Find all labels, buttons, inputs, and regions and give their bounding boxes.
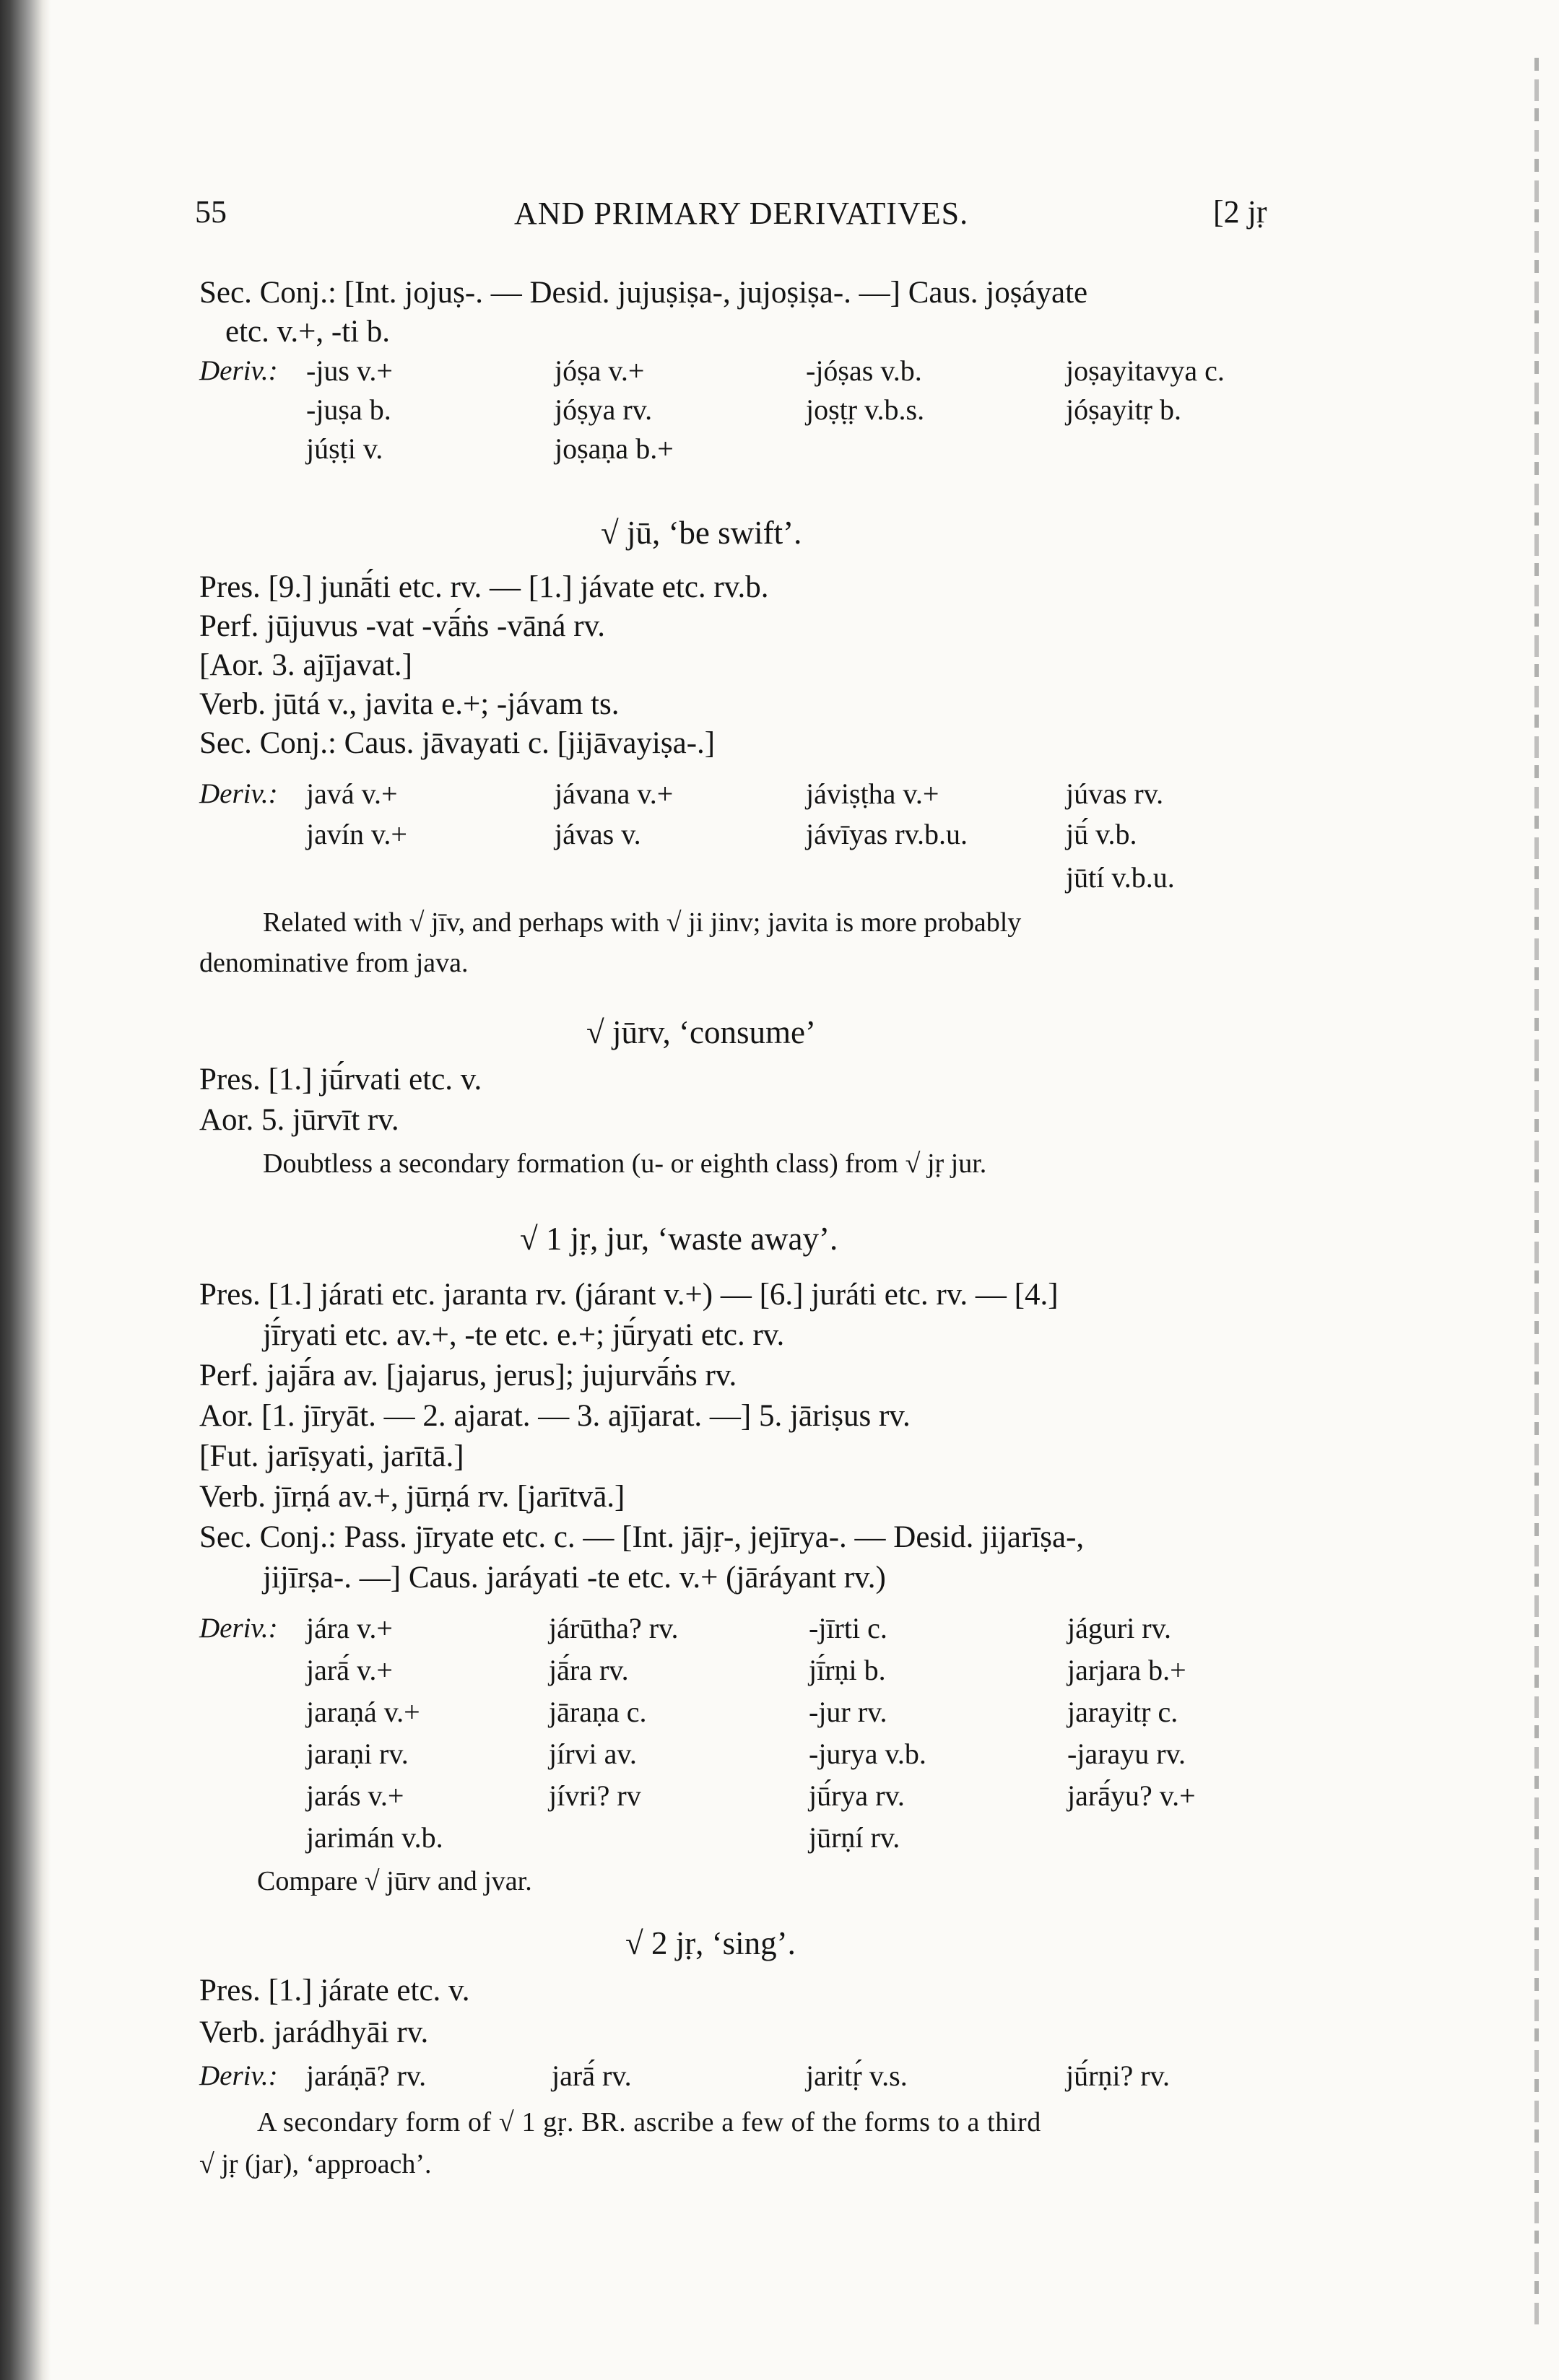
deriv-cell: júvas rv. bbox=[1066, 777, 1164, 810]
deriv-cell: jūtí v.b.u. bbox=[1066, 861, 1175, 894]
deriv-cell: jóṣya rv. bbox=[555, 393, 653, 426]
deriv-label: Deriv.: bbox=[199, 1613, 278, 1644]
root-heading-jurv: √ jūrv, ‘consume’ bbox=[586, 1014, 816, 1050]
deriv-cell: -jur rv. bbox=[809, 1696, 887, 1728]
deriv-cell: jávīyas rv.b.u. bbox=[806, 818, 968, 850]
deriv-cell: jáviṣṭha v.+ bbox=[806, 777, 939, 810]
note-line: A secondary form of √ 1 gṛ. BR. ascribe a few of the forms to a third bbox=[257, 2107, 1041, 2137]
entry-line: Sec. Conj.: Pass. jīryate etc. c. — [Int. jājṛ-, jejīrya-. — Desid. jijarīṣa-, bbox=[199, 1520, 1085, 1554]
entry-line: Pres. [9.] junā́ti etc. rv. — [1.] jávate etc. rv.b. bbox=[199, 570, 769, 604]
deriv-cell: jarimán v.b. bbox=[306, 1821, 443, 1854]
entry-line: Verb. jarádhyāi rv. bbox=[199, 2015, 429, 2049]
deriv-cell: javín v.+ bbox=[306, 818, 407, 850]
entry-line: Pres. [1.] jū́rvati etc. v. bbox=[199, 1063, 482, 1097]
deriv-cell: jírvi av. bbox=[549, 1738, 637, 1770]
entry-line: Aor. [1. jīryāt. — 2. ajarat. — 3. ajījarat. —] 5. jāriṣus rv. bbox=[199, 1399, 911, 1433]
deriv-label: Deriv.: bbox=[199, 778, 278, 809]
entry-line: jī́ryati etc. av.+, -te etc. e.+; jū́ryati etc. rv. bbox=[263, 1318, 785, 1352]
entry-line: Perf. jūjuvus -vat -vā́ṅs -vāná rv. bbox=[199, 609, 606, 643]
note-line: Compare √ jūrv and jvar. bbox=[257, 1866, 532, 1896]
deriv-cell: jaritṛ́ v.s. bbox=[806, 2059, 908, 2092]
entry-line: Aor. 5. jūrvīt rv. bbox=[199, 1103, 399, 1137]
deriv-label: Deriv.: bbox=[199, 2060, 278, 2091]
root-heading-2jr: √ 2 jṛ, ‘sing’. bbox=[625, 1925, 796, 1961]
deriv-cell: jáguri rv. bbox=[1067, 1612, 1172, 1644]
deriv-cell: jarás v.+ bbox=[306, 1779, 404, 1812]
entry-line: Pres. [1.] járati etc. jaranta rv. (járant v.+) — [6.] juráti etc. rv. — [4.] bbox=[199, 1278, 1059, 1312]
note-line: denominative from java. bbox=[199, 948, 469, 978]
deriv-cell: jū́rṇi? rv. bbox=[1066, 2059, 1171, 2092]
deriv-cell: jaráṇā? rv. bbox=[306, 2059, 427, 2092]
entry-line: Sec. Conj.: Caus. jāvayati c. [jijāvayiṣa-.] bbox=[199, 726, 716, 760]
deriv-cell: javá v.+ bbox=[306, 777, 398, 810]
deriv-cell: jāraṇa c. bbox=[549, 1696, 647, 1728]
deriv-cell: -jóṣas v.b. bbox=[806, 354, 922, 387]
root-heading-ju: √ jū, ‘be swift’. bbox=[601, 515, 802, 551]
entry-line: Perf. jajā́ra av. [jajarus, jerus]; jujurvā́ṅs rv. bbox=[199, 1359, 737, 1392]
deriv-cell: joṣayitavya c. bbox=[1066, 354, 1225, 387]
deriv-label: Deriv.: bbox=[199, 355, 278, 386]
deriv-cell: jaraṇi rv. bbox=[306, 1738, 409, 1770]
deriv-cell: joṣṭṛ v.b.s. bbox=[806, 393, 925, 426]
deriv-cell: jī́rṇi b. bbox=[809, 1654, 886, 1686]
deriv-cell: jūrṇí rv. bbox=[809, 1821, 900, 1854]
note-line: Related with √ jīv, and perhaps with √ ji jinv; javita is more probably bbox=[263, 907, 1022, 938]
entry-line: jijīrṣa-. —] Caus. jaráyati -te etc. v.+ (jāráyant rv.) bbox=[263, 1561, 886, 1595]
deriv-cell: -jīrti c. bbox=[809, 1612, 887, 1644]
entry-line: [Fut. jarīṣyati, jarītā.] bbox=[199, 1439, 464, 1473]
deriv-cell: -jurya v.b. bbox=[809, 1738, 926, 1770]
deriv-cell: jarayitṛ c. bbox=[1067, 1696, 1178, 1728]
deriv-cell: joṣaṇa b.+ bbox=[555, 432, 674, 465]
entry-line: [Aor. 3. ajījavat.] bbox=[199, 648, 412, 682]
deriv-cell: -jus v.+ bbox=[306, 354, 393, 387]
deriv-cell: jarā́ v.+ bbox=[306, 1654, 393, 1686]
section-mark: [2 jṛ bbox=[1213, 194, 1267, 230]
sec-conj-line: Sec. Conj.: [Int. jojuṣ-. — Desid. jujuṣiṣa-, jujoṣiṣa-. —] Caus. joṣáyate bbox=[199, 276, 1088, 310]
deriv-cell: jarjara b.+ bbox=[1067, 1654, 1186, 1686]
deriv-cell: júṣṭi v. bbox=[306, 432, 383, 465]
deriv-cell: jā́ra rv. bbox=[549, 1654, 629, 1686]
sec-conj-continuation: etc. v.+, -ti b. bbox=[225, 315, 391, 349]
deriv-cell: jóṣa v.+ bbox=[555, 354, 645, 387]
deriv-cell: jára v.+ bbox=[306, 1612, 393, 1644]
deriv-cell: jū́rya rv. bbox=[809, 1779, 905, 1812]
deriv-cell: jaraṇá v.+ bbox=[306, 1696, 420, 1728]
entry-line: Pres. [1.] járate etc. v. bbox=[199, 1974, 470, 2008]
deriv-cell: jávas v. bbox=[555, 818, 641, 850]
deriv-cell: jávana v.+ bbox=[555, 777, 674, 810]
page-number: 55 bbox=[195, 194, 227, 230]
note-line: Doubtless a secondary formation (u- or eighth class) from √ jṛ jur. bbox=[263, 1148, 987, 1179]
deriv-cell: járūtha? rv. bbox=[549, 1612, 679, 1644]
entry-line: Verb. jīrṇá av.+, jūrṇá rv. [jarītvā.] bbox=[199, 1480, 625, 1514]
deriv-cell: jarā́yu? v.+ bbox=[1067, 1779, 1196, 1812]
deriv-cell: jívri? rv bbox=[549, 1779, 641, 1812]
entry-line: Verb. jūtá v., javita e.+; -jávam ts. bbox=[199, 687, 620, 721]
root-heading-1jr: √ 1 jṛ, jur, ‘waste away’. bbox=[520, 1221, 838, 1257]
running-title: AND PRIMARY DERIVATIVES. bbox=[514, 196, 969, 231]
deriv-cell: jū́ v.b. bbox=[1066, 818, 1137, 850]
deriv-cell: -juṣa b. bbox=[306, 393, 391, 426]
deriv-cell: -jarayu rv. bbox=[1067, 1738, 1186, 1770]
deriv-cell: jarā́ rv. bbox=[552, 2059, 632, 2092]
deriv-cell: jóṣayitṛ b. bbox=[1066, 393, 1181, 426]
note-line: √ jṛ (jar), ‘approach’. bbox=[199, 2149, 432, 2179]
